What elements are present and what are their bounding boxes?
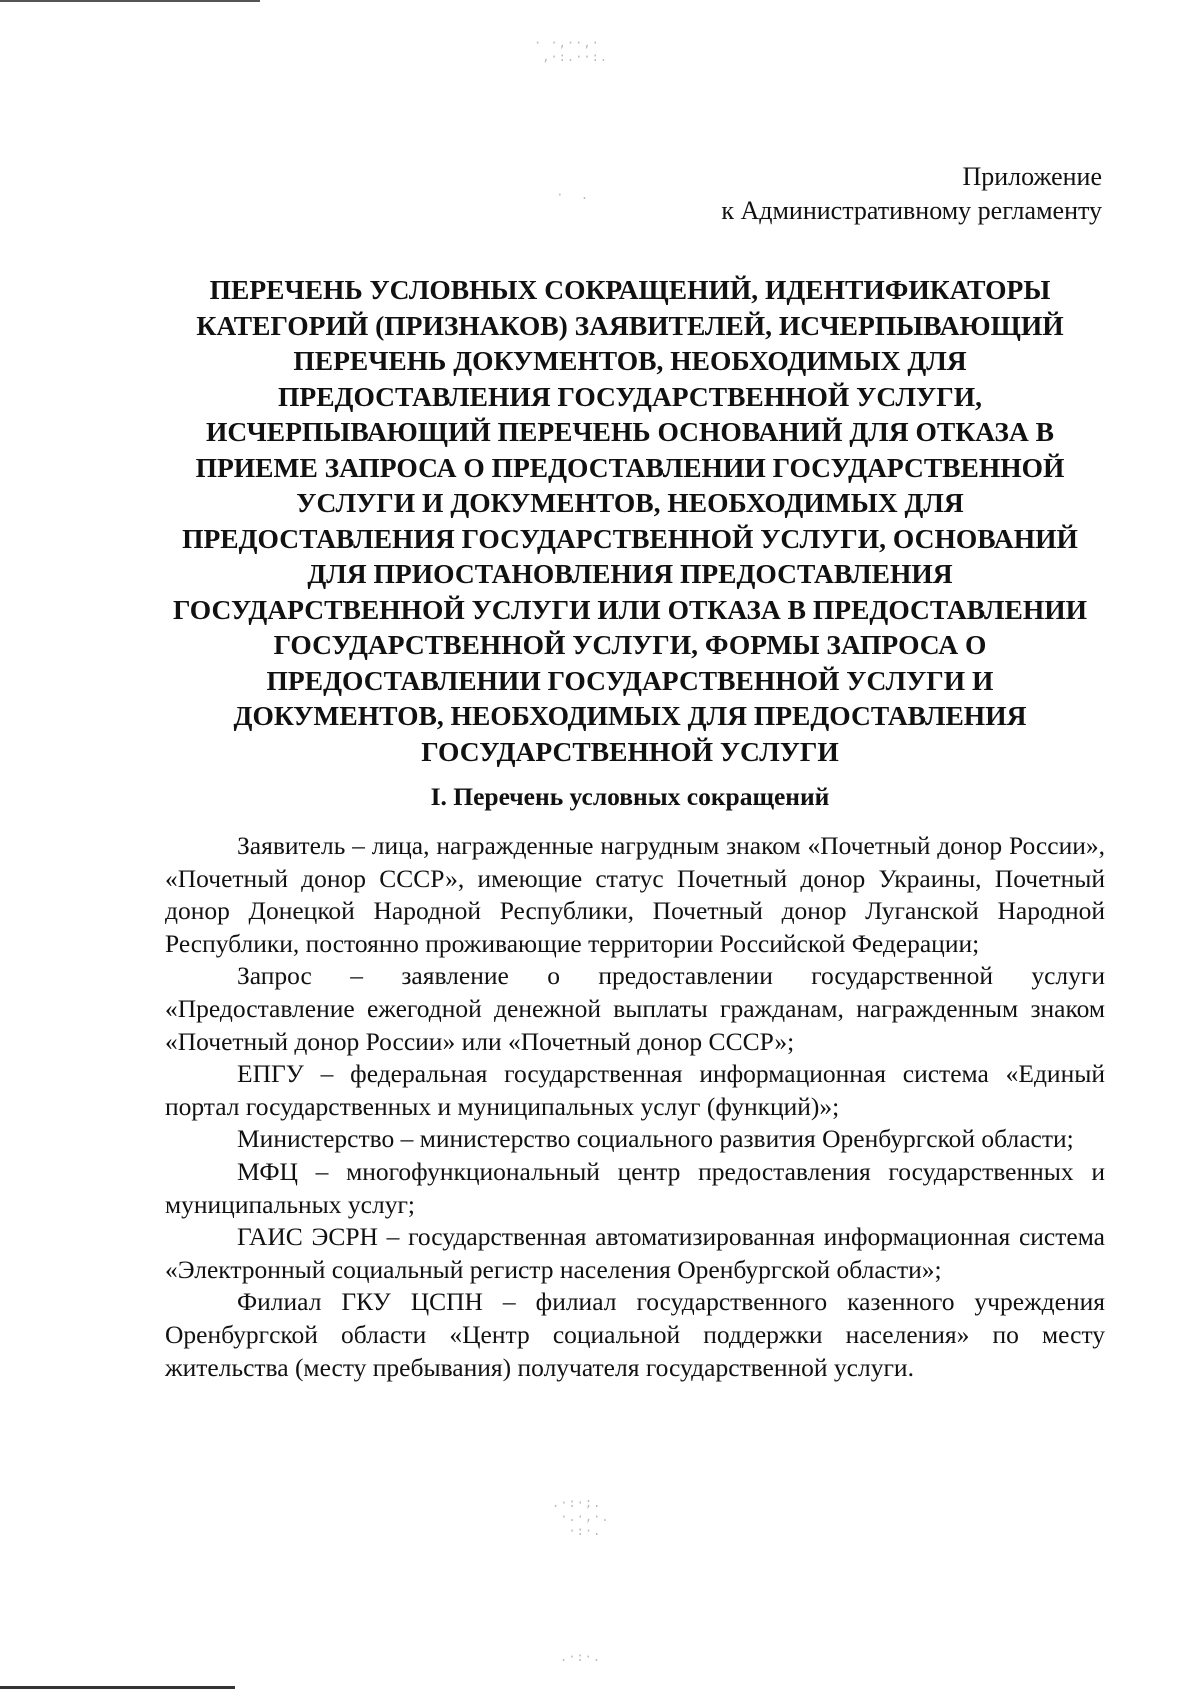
- definition-branch-gku-cspn: Филиал ГКУ ЦСПН – филиал государственного казенного учреждения Оренбургской области «Центр социальной поддержки населения» по месту жительства (месту пребывания) получателя государственной услуги.: [165, 1287, 1105, 1382]
- appendix-line-2: к Административному регламенту: [721, 196, 1102, 225]
- definition-applicant: Заявитель – лица, награжденные нагрудным знаком «Почетный донор России», «Почетный донор СССР», имеющие статус Почетный донор Украины, Почетный донор Донецкой Народной Республики, Почетный донор Луганской Народной Республики, постоянно проживающие территории Российской Федерации;: [165, 831, 1105, 958]
- definition-mfc: МФЦ – многофункциональный центр предоставления государственных и муниципальных услуг;: [165, 1156, 1105, 1219]
- section-heading: I. Перечень условных сокращений: [430, 782, 830, 811]
- scan-noise-mark: .·:·.: [560, 1650, 602, 1664]
- scan-noise-mark: · .: [548, 188, 590, 202]
- definition-request: Запрос – заявление о предоставлении государственной услуги «Предоставление ежегодной денежной выплаты гражданам, награжденным знаком «Почетный донор России» или «Почетный донор СССР»;: [165, 961, 1105, 1056]
- scan-edge-line-bottom: [0, 1686, 235, 1689]
- definitions-list: [165, 830, 1105, 1384]
- definition-epgu: ЕПГУ – федеральная государственная информационная система «Единый портал государственных и муниципальных услуг (функций)»;: [165, 1059, 1105, 1121]
- scan-noise-mark: · ·,··,· ,·:.··:.: [534, 36, 609, 64]
- appendix-line-1: Приложение: [962, 162, 1102, 191]
- scan-noise-mark: .·:·;. ·.·,·. ·:·.: [552, 1496, 610, 1538]
- definition-ministry: Министерство – министерство социального развития Оренбургской области;: [237, 1124, 1074, 1154]
- scan-edge-line-top: [0, 0, 260, 2]
- appendix-note: [721, 160, 1102, 228]
- definition-gais-esrn: ГАИС ЭСРН – государственная автоматизированная информационная система «Электронный социальный регистр населения Оренбургской области»;: [165, 1222, 1105, 1284]
- document-title: ПЕРЕЧЕНЬ УСЛОВНЫХ СОКРАЩЕНИЙ, ИДЕНТИФИКАТОРЫ КАТЕГОРИЙ (ПРИЗНАКОВ) ЗАЯВИТЕЛЕЙ, ИСЧЕРПЫВАЮЩИЙ ПЕРЕЧЕНЬ ДОКУМЕНТОВ, НЕОБХОДИМЫХ ДЛЯ ПРЕДОСТАВЛЕНИЯ ГОСУДАРСТВЕННОЙ УСЛУГИ, ИСЧЕРПЫВАЮЩИЙ ПЕРЕЧЕНЬ ОСНОВАНИЙ ДЛЯ ОТКАЗА В ПРИЕМЕ ЗАПРОСА О ПРЕДОСТАВЛЕНИИ ГОСУДАРСТВЕННОЙ УСЛУГИ И ДОКУМЕНТОВ, НЕОБХОДИМЫХ ДЛЯ ПРЕДОСТАВЛЕНИЯ ГОСУДАРСТВЕННОЙ УСЛУГИ, ОСНОВАНИЙ ДЛЯ ПРИОСТАНОВЛЕНИЯ ПРЕДОСТАВЛЕНИЯ ГОСУДАРСТВЕННОЙ УСЛУГИ ИЛИ ОТКАЗА В ПРЕДОСТАВЛЕНИИ ГОСУДАРСТВЕННОЙ УСЛУГИ, ФОРМЫ ЗАПРОСА О ПРЕДОСТАВЛЕНИИ ГОСУДАРСТВЕННОЙ УСЛУГИ И ДОКУМЕНТОВ, НЕОБХОДИМЫХ ДЛЯ ПРЕДОСТАВЛЕНИЯ ГОСУДАРСТВЕННОЙ УСЛУГИ: [172, 274, 1088, 767]
